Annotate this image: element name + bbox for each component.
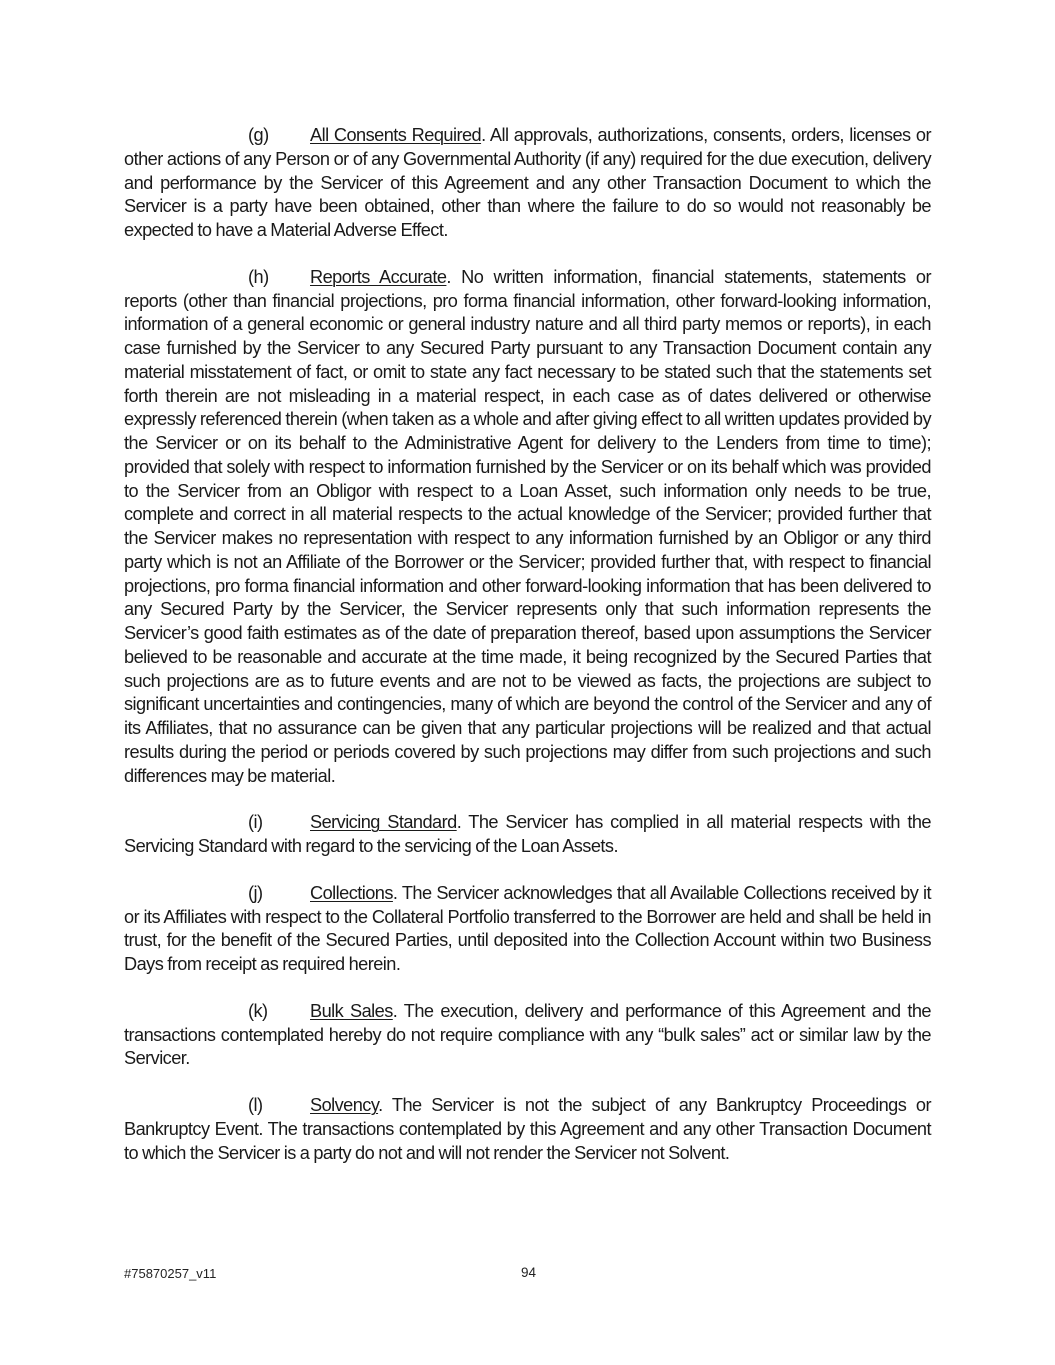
section-l — [124, 1094, 931, 1165]
section-label: (g) — [248, 125, 269, 145]
section-heading: Reports Accurate — [310, 266, 447, 287]
section-body: . The Servicer is not the subject of any Bankruptcy Proceedings or Bankruptcy Event. The transactions contemplated by this Agreement and any other Transaction Document to which the Servicer is a party do not and will not render the Servicer not Solvent. — [124, 1095, 931, 1163]
section-label: (j) — [248, 882, 263, 903]
section-g — [124, 124, 931, 243]
section-i — [124, 811, 931, 859]
section-body: . The execution, delivery and performance of this Agreement and the transactions contemplated hereby do not require compliance with any “bulk sales” act or similar law by the Servicer. — [124, 1000, 931, 1069]
section-heading: Solvency — [310, 1095, 379, 1115]
section-body: . The Servicer has complied in all material respects with the Servicing Standard with regard to the servicing of the Loan Assets. — [124, 812, 931, 856]
section-h — [124, 266, 931, 789]
section-heading: Servicing Standard — [310, 812, 457, 833]
section-heading: All Consents Required — [310, 125, 482, 145]
section-heading: Collections — [310, 882, 393, 903]
section-label: (h) — [248, 266, 269, 287]
section-label: (l) — [248, 1095, 263, 1115]
section-body: . No written information, financial statements, statements or reports (other than financial projections, pro forma financial information, other forward-looking information, information of a general economic or general industry nature and all third party memos or reports), in each case furnished by the Servicer to any Secured Party pursuant to any Transaction Document contain any material misstatement of fact, or omit to state any fact necessary to be stated such that the statements set forth therein are not misleading in a material respect, in each case as of dates delivered or otherwise expressly referenced therein (when taken as a whole and after giving effect to all written updates provided by the Servicer or on its behalf to the Administrative Agent for delivery to the Lenders from time to time); provided that solely with respect to information furnished by the Servicer or on its behalf which was provided to the Servicer from an Obligor with respect to a Loan Asset, such information only needs to be true, complete and correct in all material respects to the actual knowledge of the Servicer; provided further that the Servicer makes no representation with respect to any information furnished by an Obligor or any third party which is not an Affiliate of the Borrower or the Servicer; provided further that, with respect to financial projections, pro forma financial information and other forward-looking information that has been delivered to any Secured Party by the Servicer, the Servicer represents only that such information represents the Servicer’s good faith estimates as of the date of preparation thereof, based upon assumptions the Servicer believed to be reasonable and accurate at the time made, it being recognized by the Secured Parties that such projections are as to future events and are not to be viewed as facts, the projections are subject to significant uncertainties and contingencies, many of which are beyond the control of the Servicer and any of its Affiliates, that no assurance can be given that any particular projections will be realized and that actual results during the period or periods covered by such projections may differ from such projections and such differences may be material. — [124, 266, 931, 786]
section-body: . All approvals, authorizations, consents, orders, licenses or other actions of any Person or of any Governmental Authority (if any) required for the due execution, delivery and performance by the Servicer of this Agreement and any other Transaction Document to which the Servicer is a party have been obtained, other than where the failure to do so would not reasonably be expected to have a Material Adverse Effect. — [124, 125, 931, 240]
section-heading: Bulk Sales — [310, 1000, 393, 1021]
document-body — [124, 124, 931, 1188]
footer-document-id: #75870257_v11 — [124, 1266, 217, 1281]
section-label: (k) — [248, 1000, 268, 1021]
section-j — [124, 882, 931, 977]
section-label: (i) — [248, 812, 263, 833]
footer-page-number: 94 — [521, 1265, 537, 1280]
section-k — [124, 1000, 931, 1071]
section-body: . The Servicer acknowledges that all Available Collections received by it or its Affiliates with respect to the Collateral Portfolio transferred to the Borrower are held and shall be held in trust, for the benefit of the Secured Parties, until deposited into the Collection Account within two Business Days from receipt as required herein. — [124, 882, 931, 974]
